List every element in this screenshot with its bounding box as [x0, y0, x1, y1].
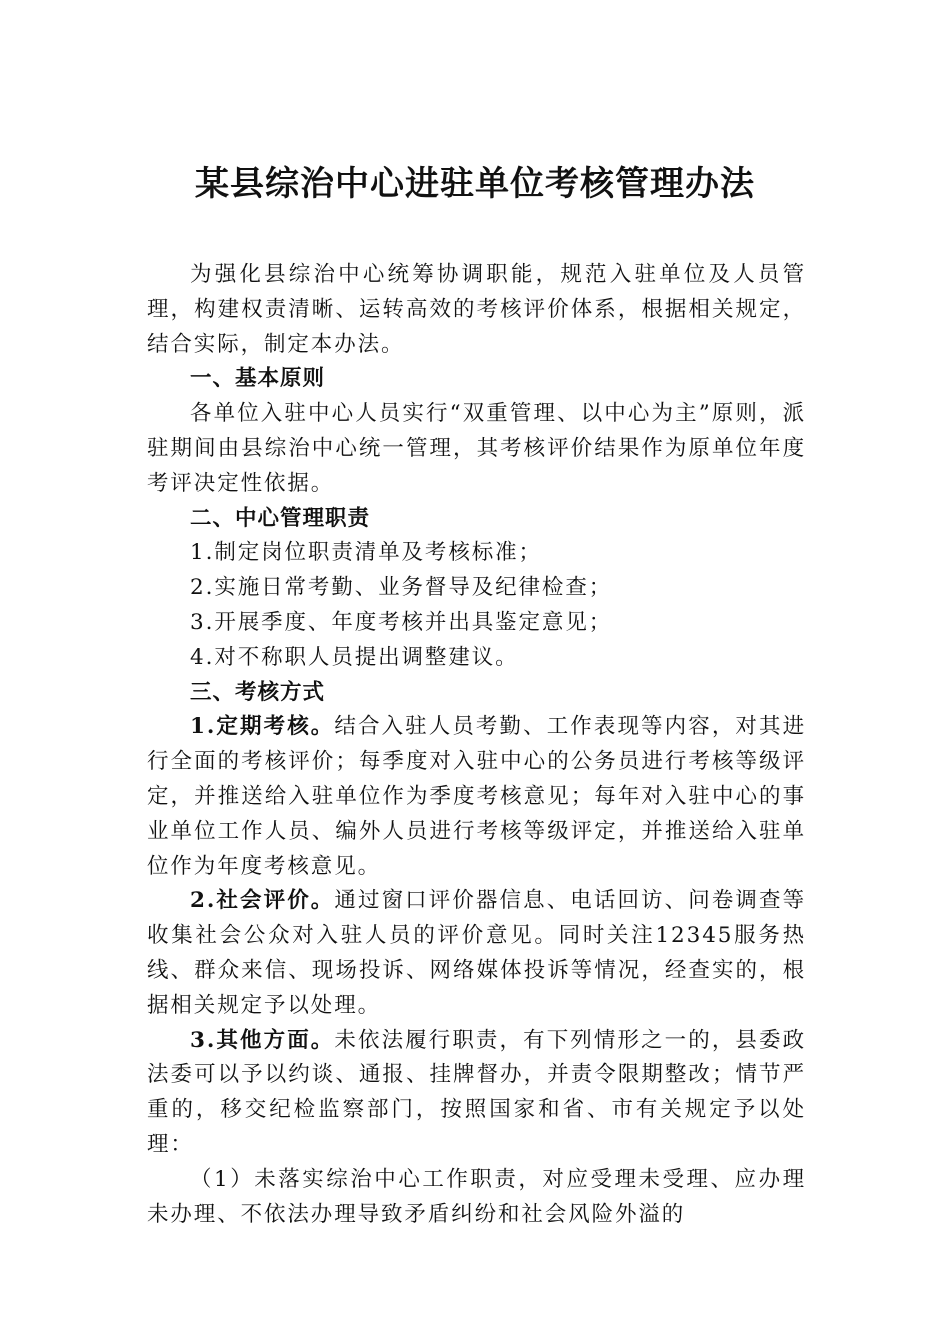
method-text-regular: 结合入驻人员考勤、工作表现等内容，对其进行全面的考核评价；每季度对入驻中心的公务员进行考核等级评定，并推送给入驻单位作为季度考核意见；每年对入驻中心的事业单位工作人员、编外人员进行考核等级评定，并推送给入驻单位作为年度考核意见。	[147, 714, 806, 879]
principles-paragraph: 各单位入驻中心人员实行“双重管理、以中心为主”原则，派驻期间由县综治中心统一管理，其考核评价结果作为原单位年度考评决定性依据。	[147, 401, 806, 496]
section-heading-duties: 二、中心管理职责	[190, 505, 371, 531]
section-heading-methods: 三、考核方式	[190, 679, 326, 705]
duty-item: 1.制定岗位职责清单及考核标准；	[190, 540, 542, 566]
duty-item: 2.实施日常考勤、业务督导及纪律检查；	[190, 575, 613, 601]
document-title: 某县综治中心进驻单位考核管理办法	[195, 164, 755, 204]
method-lead-regular: 1.定期考核。	[190, 714, 335, 740]
method-paragraph-social	[147, 884, 806, 1023]
duty-item: 3.开展季度、年度考核并出具鉴定意见；	[190, 609, 613, 635]
method-paragraph-other	[147, 1024, 806, 1163]
section-heading-principles: 一、基本原则	[190, 366, 326, 392]
method-lead-other: 3.其他方面。	[190, 1027, 335, 1053]
method-lead-social: 2.社会评价。	[190, 888, 335, 914]
document-body	[147, 258, 806, 1232]
method-paragraph-regular	[147, 710, 806, 884]
sub-item-paragraph: （1）未落实综治中心工作职责，对应受理未受理、应办理未办理、不依法办理导致矛盾纠纷和社会风险外溢的	[147, 1166, 806, 1227]
method-text-social: 通过窗口评价器信息、电话回访、问卷调查等收集社会公众对入驻人员的评价意见。同时关注12345服务热线、群众来信、现场投诉、网络媒体投诉等情况，经查实的，根据相关规定予以处理。	[147, 888, 806, 1018]
method-text-other: 未依法履行职责，有下列情形之一的，县委政法委可以予以约谈、通报、挂牌督办，并责令限期整改；情节严重的，移交纪检监察部门，按照国家和省、市有关规定予以处理：	[147, 1027, 806, 1157]
intro-paragraph: 为强化县综治中心统筹协调职能，规范入驻单位及人员管理，构建权责清晰、运转高效的考核评价体系，根据相关规定，结合实际，制定本办法。	[147, 262, 806, 357]
duty-item: 4.对不称职人员提出调整建议。	[190, 644, 519, 670]
